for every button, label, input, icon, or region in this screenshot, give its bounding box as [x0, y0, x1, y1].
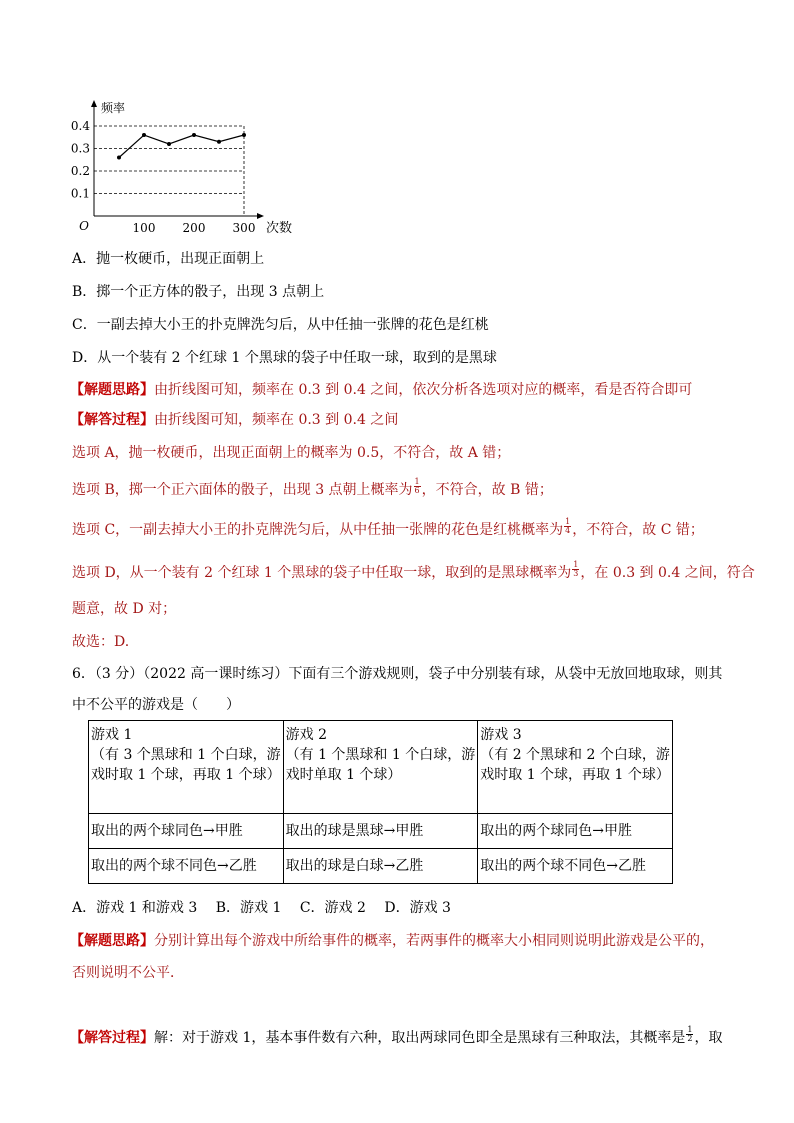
game3-header — [478, 721, 673, 814]
option-a: A．抛一枚硬币，出现正面朝上 — [72, 251, 265, 267]
fraction — [572, 561, 579, 578]
fraction — [564, 518, 571, 535]
game-desc: 戏时单取 1 个球） — [285, 767, 402, 783]
data-point — [242, 133, 246, 137]
process-text: 由折线图可知，频率在 0.3 到 0.4 之间 — [154, 412, 399, 428]
y-axis-label: 频率 — [101, 101, 126, 115]
q6-idea — [70, 932, 714, 950]
x-axis-arrow — [257, 213, 264, 219]
game1-header — [89, 721, 284, 814]
table-cell: 取出的球是黑球→甲胜 — [283, 814, 478, 849]
q6-process — [70, 1024, 723, 1047]
numerator: 1 — [565, 516, 571, 526]
series-line — [119, 135, 244, 158]
solution-line-d2: 题意，故 D 对； — [72, 601, 177, 617]
fraction — [414, 478, 421, 495]
y-tick-label: 0.4 — [70, 119, 90, 133]
option-c: C．一副去掉大小王的扑克牌洗匀后，从中任抽一张牌的花色是红桃 — [72, 317, 489, 333]
game-title: 游戏 1 — [91, 727, 133, 743]
process-tag: 【解答过程】 — [70, 1030, 154, 1046]
data-point — [117, 156, 121, 160]
option-d: D．从一个装有 2 个红球 1 个黑球的袋子中任取一球，取到的是黑球 — [72, 350, 497, 366]
solution-line-d — [72, 559, 755, 582]
table-row — [89, 814, 673, 849]
idea-tag: 【解题思路】 — [70, 933, 154, 949]
table-cell: 取出的两个球不同色→乙胜 — [89, 849, 284, 884]
data-point — [217, 140, 221, 144]
q6-stem-line2: 中不公平的游戏是（ ） — [72, 697, 240, 713]
denominator: 2 — [687, 1033, 693, 1043]
process-end: ，取 — [694, 1030, 723, 1046]
solution-line-a: 选项 A，抛一枚硬币，出现正面朝上的概率为 0.5，不符合，故 A 错； — [72, 445, 511, 461]
line-c-end: ，不符合，故 C 错； — [572, 522, 704, 538]
game-desc: （有 2 个黑球和 2 个白球，游 — [480, 747, 670, 763]
game-desc: （有 3 个黑球和 1 个白球，游 — [91, 747, 281, 763]
x-tick-label: 100 — [132, 221, 156, 235]
y-axis-arrow — [91, 100, 97, 107]
origin-label: O — [79, 219, 89, 233]
idea-tag: 【解题思路】 — [70, 382, 154, 398]
q5-idea — [70, 381, 692, 399]
y-tick-label: 0.1 — [70, 186, 90, 201]
numerator: 1 — [414, 476, 420, 486]
q6-options: A．游戏 1 和游戏 3 B．游戏 1 C．游戏 2 D．游戏 3 — [72, 900, 451, 916]
solution-line-b — [72, 476, 553, 499]
game2-header — [283, 721, 478, 814]
numerator: 1 — [573, 559, 579, 569]
games-table — [88, 720, 673, 884]
table-cell: 取出的球是白球→乙胜 — [283, 849, 478, 884]
q6-idea-line2: 否则说明不公平． — [72, 965, 184, 981]
x-axis-label: 次数 — [266, 221, 293, 236]
q5-process — [70, 411, 398, 429]
idea-text: 由折线图可知，频率在 0.3 到 0.4 之间，依次分析各选项对应的概率，看是否符合即可 — [154, 382, 693, 398]
solution-line-c — [72, 516, 704, 539]
table-row — [89, 849, 673, 884]
x-tick-label: 300 — [232, 221, 256, 235]
idea-text: 分别计算出每个游戏中所给事件的概率，若两事件的概率大小相同则说明此游戏是公平的， — [154, 933, 714, 949]
line-d-end: ，在 0.3 到 0.4 之间，符合 — [580, 565, 755, 581]
game-desc: （有 1 个黑球和 1 个白球，游 — [285, 747, 476, 763]
x-tick-label: 200 — [182, 221, 206, 235]
game-desc: 戏时取 1 个球，再取 1 个球） — [480, 767, 670, 783]
denominator: 6 — [414, 485, 420, 495]
y-tick-label: 0.3 — [70, 141, 90, 156]
line-d-text: 选项 D，从一个装有 2 个红球 1 个黑球的袋子中任取一球，取到的是黑球概率为 — [72, 565, 572, 581]
frequency-line-chart — [66, 96, 293, 236]
table-cell: 取出的两个球同色→甲胜 — [89, 814, 284, 849]
line-b-end: ，不符合，故 B 错； — [421, 482, 553, 498]
game-title: 游戏 2 — [285, 727, 327, 743]
y-tick-label: 0.2 — [70, 164, 90, 178]
game-desc: 戏时取 1 个球，再取 1 个球） — [91, 767, 281, 783]
option-b: B．掷一个正方体的骰子，出现 3 点朝上 — [72, 284, 325, 300]
numerator: 1 — [687, 1024, 693, 1034]
table-cell: 取出的两个球不同色→乙胜 — [478, 849, 673, 884]
answer: 故选：D. — [72, 634, 130, 650]
table-cell: 取出的两个球同色→甲胜 — [478, 814, 673, 849]
data-point — [142, 133, 146, 137]
process-text: 解：对于游戏 1，基本事件数有六种，取出两球同色即全是黑球有三种取法，其概率是 — [154, 1030, 686, 1046]
table-header-row — [89, 721, 673, 814]
line-b-text: 选项 B，掷一个正六面体的骰子，出现 3 点朝上概率为 — [72, 482, 413, 498]
denominator: 4 — [565, 525, 571, 535]
data-point — [192, 133, 196, 137]
process-tag: 【解答过程】 — [70, 412, 154, 428]
denominator: 3 — [573, 568, 579, 578]
q6-stem-line1: 6．（3 分）（2022 高一课时练习）下面有三个游戏规则，袋子中分别装有球，从袋中无放回地取球，则其 — [72, 666, 723, 682]
line-c-text: 选项 C，一副去掉大小王的扑克牌洗匀后，从中任抽一张牌的花色是红桃概率为 — [72, 522, 564, 538]
game-title: 游戏 3 — [480, 727, 522, 743]
data-point — [167, 142, 171, 146]
fraction — [686, 1026, 693, 1043]
